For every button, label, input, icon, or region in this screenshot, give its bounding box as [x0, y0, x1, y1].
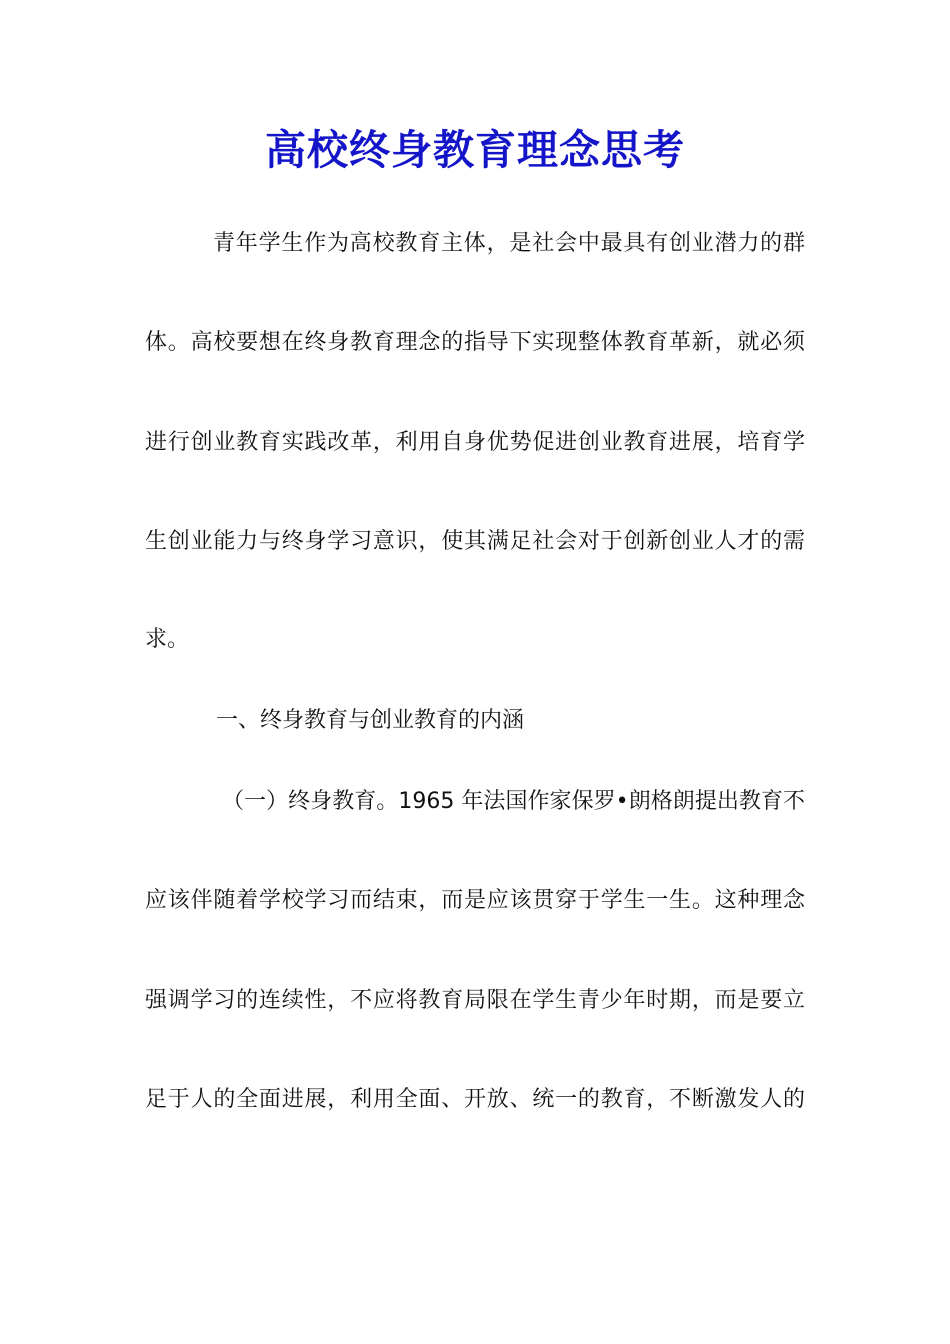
paragraph-line: 强调学习的连续性，不应将教育局限在学生青少年时期，而是要立 [145, 988, 805, 1013]
paragraph-line: （一）终身教育。1965 年法国作家保罗•朗格朗提出教育不 [222, 789, 805, 814]
paragraph-line: 体。高校要想在终身教育理念的指导下实现整体教育革新，就必须 [145, 330, 805, 355]
paragraph-line: 求。 [145, 627, 190, 652]
paragraph-line: 应该伴随着学校学习而结束，而是应该贯穿于学生一生。这种理念 [145, 888, 805, 913]
paragraph-line: 青年学生作为高校教育主体，是社会中最具有创业潜力的群 [213, 231, 805, 256]
document-title: 高校终身教育理念思考 [265, 126, 685, 174]
paragraph-line: 生创业能力与终身学习意识，使其满足社会对于创新创业人才的需 [145, 529, 805, 554]
section-heading: 一、终身教育与创业教育的内涵 [216, 708, 525, 733]
paragraph-line: 足于人的全面进展，利用全面、开放、统一的教育，不断激发人的 [145, 1087, 805, 1112]
paragraph-line: 进行创业教育实践改革，利用自身优势促进创业教育进展，培育学 [145, 430, 805, 455]
